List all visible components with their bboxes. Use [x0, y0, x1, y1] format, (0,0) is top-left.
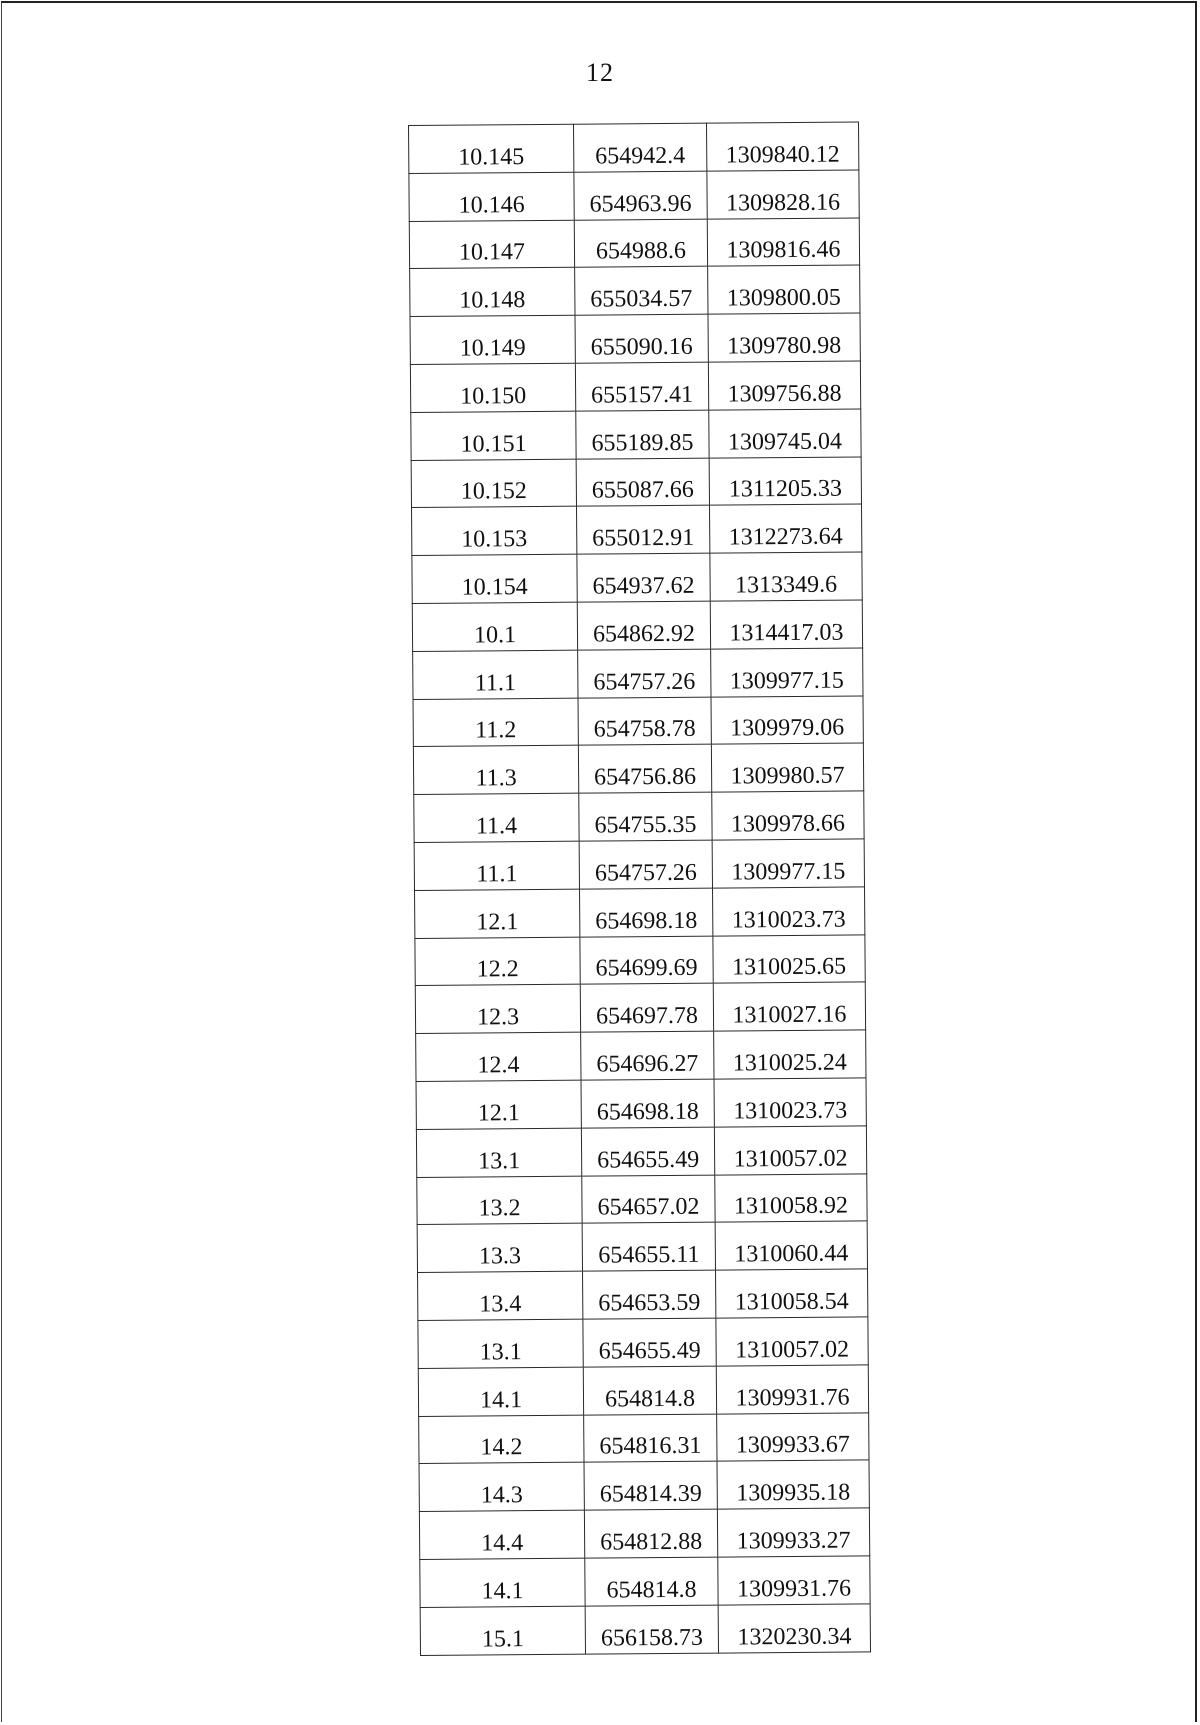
- table-row: [417, 1221, 867, 1272]
- point-id-cell: 10.149: [410, 315, 575, 364]
- point-id-cell: 12.1: [415, 889, 580, 938]
- x-coordinate-cell: 654758.78: [578, 697, 711, 746]
- x-coordinate-cell: 654655.11: [582, 1222, 715, 1271]
- y-coordinate-cell: 1320230.34: [718, 1604, 870, 1653]
- y-coordinate-cell: 1309977.15: [711, 648, 863, 697]
- table-row: [415, 887, 865, 938]
- page-number: 12: [586, 58, 614, 87]
- x-coordinate-cell: 654814.39: [584, 1461, 717, 1510]
- y-coordinate-cell: 1309931.76: [718, 1556, 870, 1605]
- point-id-cell: 10.154: [412, 554, 577, 603]
- y-coordinate-cell: 1309935.18: [717, 1460, 869, 1509]
- x-coordinate-cell: 654699.69: [580, 936, 713, 985]
- y-coordinate-cell: 1309978.66: [712, 791, 864, 840]
- table-row: [412, 504, 862, 555]
- point-id-cell: 13.2: [417, 1176, 582, 1225]
- x-coordinate-cell: 654655.49: [581, 1127, 714, 1176]
- y-coordinate-cell: 1310023.73: [713, 887, 865, 936]
- x-coordinate-cell: 655157.41: [575, 362, 708, 411]
- table-row: [414, 791, 864, 842]
- point-id-cell: 14.4: [419, 1510, 584, 1559]
- y-coordinate-cell: 1309933.67: [717, 1412, 869, 1461]
- y-coordinate-cell: 1309840.12: [706, 122, 858, 171]
- x-coordinate-cell: 656158.73: [585, 1605, 718, 1654]
- y-coordinate-cell: 1309828.16: [707, 170, 859, 219]
- x-coordinate-cell: 655189.85: [576, 410, 709, 459]
- table-row: [417, 1173, 867, 1224]
- table-row: [412, 552, 862, 603]
- x-coordinate-cell: 654697.78: [580, 983, 713, 1032]
- x-coordinate-cell: 654942.4: [573, 123, 706, 172]
- x-coordinate-cell: 654696.27: [581, 1031, 714, 1080]
- table-row: [419, 1460, 869, 1511]
- point-id-cell: 12.4: [416, 1032, 581, 1081]
- point-id-cell: 12.2: [415, 937, 580, 986]
- x-coordinate-cell: 654657.02: [582, 1175, 715, 1224]
- point-id-cell: 11.4: [414, 793, 579, 842]
- x-coordinate-cell: 655087.66: [576, 458, 709, 507]
- x-coordinate-cell: 654698.18: [581, 1079, 714, 1128]
- y-coordinate-cell: 1309800.05: [708, 265, 860, 314]
- point-id-cell: 13.3: [417, 1223, 582, 1272]
- table-row: [410, 265, 860, 316]
- table-row: [419, 1508, 869, 1559]
- table-row: [415, 934, 865, 985]
- point-id-cell: 12.1: [416, 1080, 581, 1129]
- x-coordinate-cell: 654756.86: [578, 744, 711, 793]
- x-coordinate-cell: 654698.18: [580, 888, 713, 937]
- y-coordinate-cell: 1309933.27: [717, 1508, 869, 1557]
- y-coordinate-cell: 1310023.73: [714, 1078, 866, 1127]
- point-id-cell: 10.146: [409, 172, 574, 221]
- table-row: [413, 696, 863, 747]
- table-row: [420, 1556, 870, 1607]
- table-row: [415, 982, 865, 1033]
- table-row: [416, 1078, 866, 1129]
- y-coordinate-cell: 1310060.44: [715, 1221, 867, 1270]
- y-coordinate-cell: 1309979.06: [711, 696, 863, 745]
- x-coordinate-cell: 654757.26: [579, 840, 712, 889]
- point-id-cell: 12.3: [415, 985, 580, 1034]
- point-id-cell: 10.152: [411, 459, 576, 508]
- y-coordinate-cell: 1309780.98: [708, 313, 860, 362]
- point-id-cell: 11.2: [413, 698, 578, 747]
- y-coordinate-cell: 1310025.65: [713, 934, 865, 983]
- point-id-cell: 11.3: [413, 746, 578, 795]
- x-coordinate-cell: 654963.96: [574, 171, 707, 220]
- point-id-cell: 11.1: [414, 841, 579, 890]
- y-coordinate-cell: 1310057.02: [716, 1317, 868, 1366]
- y-coordinate-cell: 1309980.57: [711, 743, 863, 792]
- table-row: [410, 313, 860, 364]
- y-coordinate-cell: 1311205.33: [709, 457, 861, 506]
- point-id-cell: 13.1: [416, 1128, 581, 1177]
- point-id-cell: 11.1: [413, 650, 578, 699]
- table-row: [418, 1365, 868, 1416]
- coordinates-table-body: [409, 122, 871, 1655]
- x-coordinate-cell: 654755.35: [579, 792, 712, 841]
- point-id-cell: 10.148: [410, 268, 575, 317]
- y-coordinate-cell: 1309756.88: [708, 361, 860, 410]
- table-row: [413, 648, 863, 699]
- table-row: [409, 122, 859, 173]
- y-coordinate-cell: 1310058.92: [715, 1173, 867, 1222]
- table-row: [411, 457, 861, 508]
- x-coordinate-cell: 654814.8: [585, 1557, 718, 1606]
- x-coordinate-cell: 654653.59: [583, 1270, 716, 1319]
- table-row: [412, 600, 862, 651]
- y-coordinate-cell: 1314417.03: [710, 600, 862, 649]
- x-coordinate-cell: 654814.8: [583, 1366, 716, 1415]
- x-coordinate-cell: 654937.62: [577, 553, 710, 602]
- y-coordinate-cell: 1310058.54: [716, 1269, 868, 1318]
- y-coordinate-cell: 1309745.04: [709, 409, 861, 458]
- x-coordinate-cell: 654862.92: [577, 601, 710, 650]
- x-coordinate-cell: 655034.57: [575, 267, 708, 316]
- y-coordinate-cell: 1312273.64: [709, 504, 861, 553]
- y-coordinate-cell: 1309931.76: [716, 1365, 868, 1414]
- point-id-cell: 10.1: [412, 602, 577, 651]
- table-row: [418, 1317, 868, 1368]
- x-coordinate-cell: 654812.88: [584, 1509, 717, 1558]
- x-coordinate-cell: 655012.91: [577, 506, 710, 555]
- y-coordinate-cell: 1310027.16: [713, 982, 865, 1031]
- coordinates-table-wrapper: [408, 121, 870, 1655]
- point-id-cell: 10.150: [410, 363, 575, 412]
- point-id-cell: 14.3: [419, 1462, 584, 1511]
- table-row: [418, 1269, 868, 1320]
- y-coordinate-cell: 1309977.15: [712, 839, 864, 888]
- point-id-cell: 10.151: [411, 411, 576, 460]
- x-coordinate-cell: 654655.49: [583, 1318, 716, 1367]
- table-row: [411, 409, 861, 460]
- x-coordinate-cell: 654816.31: [584, 1414, 717, 1463]
- table-row: [413, 743, 863, 794]
- x-coordinate-cell: 654757.26: [578, 649, 711, 698]
- x-coordinate-cell: 655090.16: [575, 314, 708, 363]
- y-coordinate-cell: 1313349.6: [710, 552, 862, 601]
- table-row: [420, 1604, 870, 1655]
- point-id-cell: 10.145: [409, 124, 574, 173]
- point-id-cell: 10.147: [409, 220, 574, 269]
- coordinates-table: [408, 121, 871, 1655]
- point-id-cell: 10.153: [412, 507, 577, 556]
- table-row: [410, 361, 860, 412]
- point-id-cell: 14.2: [419, 1415, 584, 1464]
- table-row: [409, 218, 859, 269]
- point-id-cell: 13.4: [418, 1271, 583, 1320]
- x-coordinate-cell: 654988.6: [574, 219, 707, 268]
- y-coordinate-cell: 1310025.24: [714, 1030, 866, 1079]
- y-coordinate-cell: 1309816.46: [707, 218, 859, 267]
- point-id-cell: 13.1: [418, 1319, 583, 1368]
- point-id-cell: 14.1: [418, 1367, 583, 1416]
- point-id-cell: 15.1: [420, 1606, 585, 1655]
- table-row: [414, 839, 864, 890]
- y-coordinate-cell: 1310057.02: [714, 1126, 866, 1175]
- table-row: [416, 1126, 866, 1177]
- point-id-cell: 14.1: [420, 1558, 585, 1607]
- table-row: [416, 1030, 866, 1081]
- table-row: [419, 1412, 869, 1463]
- table-row: [409, 170, 859, 221]
